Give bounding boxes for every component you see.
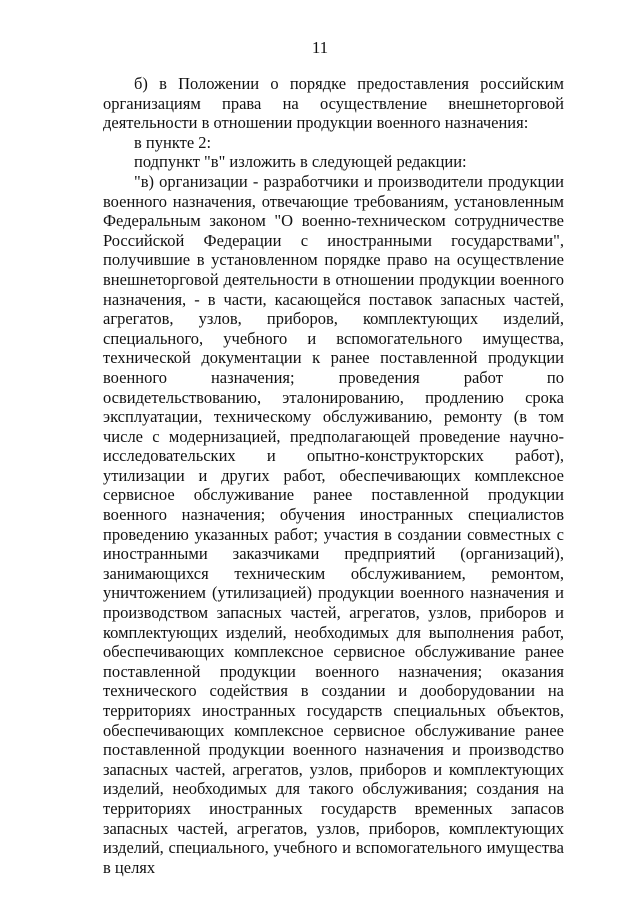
paragraph-point-reference: в пункте 2:	[134, 132, 212, 152]
document-body	[103, 74, 564, 877]
paragraph-subpoint-instruction: подпункт "в" изложить в следующей редакции:	[134, 152, 467, 172]
page-number: 11	[311, 38, 329, 57]
paragraph-subpoint-text: "в) организации - разработчики и производители продукции военного назначения, отвечающие требованиям, установленным Федеральным законом "О военно-техническом сотрудничестве Российской Федерации с иностранными государствами", получившие в установленном порядке право на осуществление внешнеторговой деятельности в отношении продукции военного назначения, - в части, касающейся поставок запасных частей, агрегатов, узлов, приборов, комплектующих изделий, специального, учебного и вспомогательного имущества, технической документации к ранее поставленной продукции военного назначения; проведения работ по освидетельствованию, эталонированию, продлению срока эксплуатации, техническому обслуживанию, ремонту (в том числе с модернизацией, предполагающей проведение научно-исследовательских и опытно-конструкторских работ), утилизации и других работ, обеспечивающих комплексное сервисное обслуживание ранее поставленной продукции военного назначения; обучения иностранных специалистов проведению указанных работ; участия в создании совместных с иностранными заказчиками предприятий (организаций), занимающихся техническим обслуживанием, ремонтом, уничтожением (утилизацией) продукции военного назначения и производством запасных частей, агрегатов, узлов, приборов и комплектующих изделий, необходимых для выполнения работ, обеспечивающих комплексное сервисное обслуживание ранее поставленной продукции военного назначения; оказания технического содействия в создании и дооборудовании на территориях иностранных государств специальных объектов, обеспечивающих комплексное сервисное обслуживание ранее поставленной продукции военного назначения и производство запасных частей, агрегатов, узлов, приборов и комплектующих изделий, необходимых для такого обслуживания; создания на территориях иностранных государств временных запасов запасных частей, агрегатов, узлов, приборов, комплектующих изделий, специального, учебного и вспомогательного имущества в целях	[103, 171, 564, 877]
paragraph-amendment-intro: б) в Положении о порядке предоставления российским организациям права на осуществление внешнеторговой деятельности в отношении продукции военного назначения:	[103, 74, 564, 133]
